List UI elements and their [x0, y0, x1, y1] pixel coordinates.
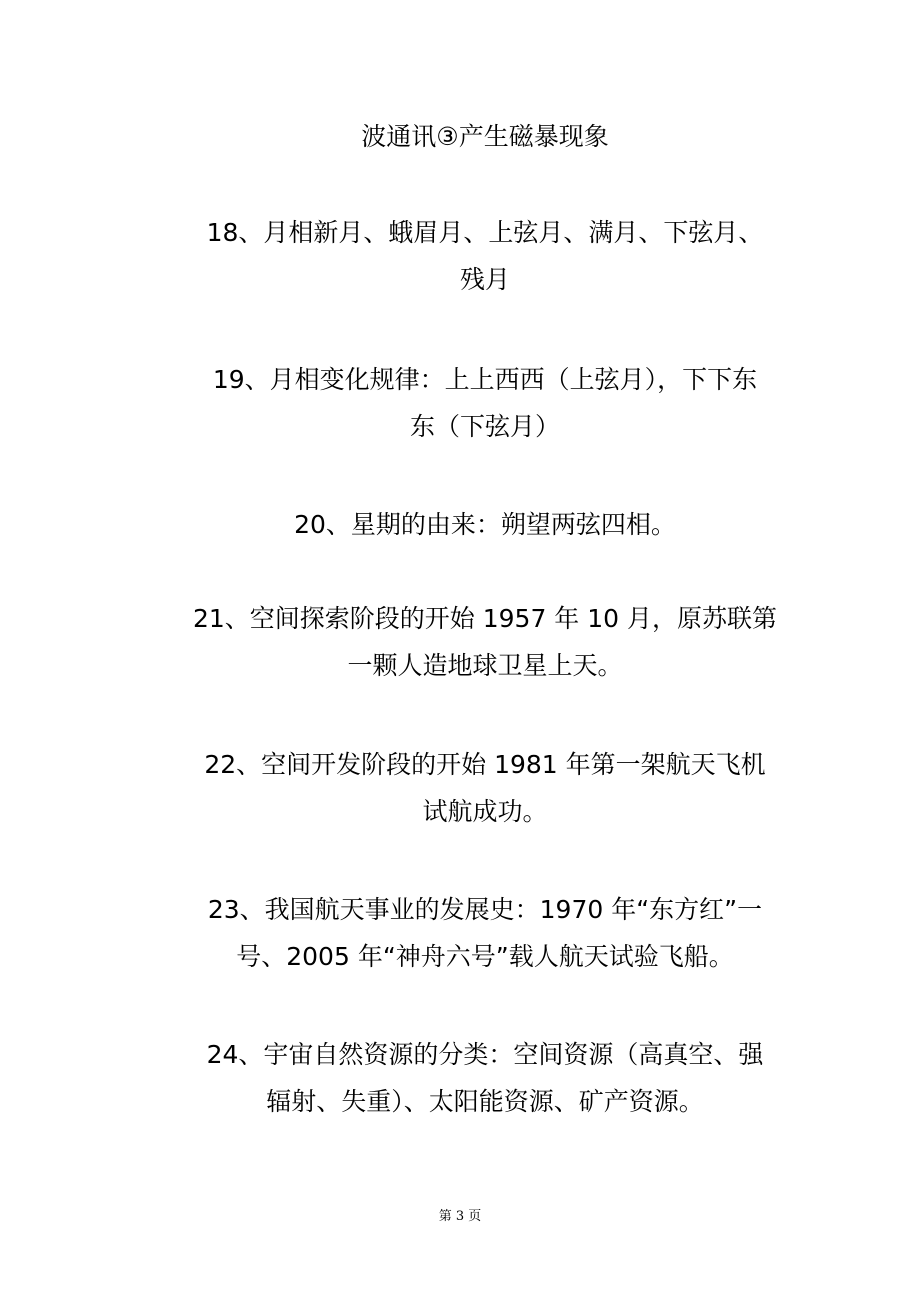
paragraph-item-19 — [190, 356, 780, 450]
paragraph-line: 21、空间探索阶段的开始 1957 年 10 月，原苏联第 — [192, 604, 778, 633]
page-number: 第 3 页 — [438, 1209, 482, 1224]
paragraph-line: 24、宇宙自然资源的分类：空间资源（高真空、强 — [206, 1040, 764, 1069]
paragraph-line: 22、空间开发阶段的开始 1981 年第一架航天飞机 — [204, 750, 766, 779]
paragraph-line: 残月 — [459, 265, 510, 294]
paragraph-line: 一颗人造地球卫星上天。 — [347, 651, 623, 680]
paragraph-line: 试航成功。 — [422, 797, 548, 826]
paragraph-line: 18、月相新月、蛾眉月、上弦月、满月、下弦月、 — [206, 218, 764, 247]
paragraph-line: 东（下弦月） — [409, 412, 560, 441]
paragraph-line: 23、我国航天事业的发展史：1970 年“东方红”一 — [207, 895, 763, 924]
paragraph-line: 号、2005 年“神舟六号”载人航天试验飞船。 — [236, 942, 734, 971]
paragraph-item-18 — [190, 209, 780, 303]
paragraph-line: 辐射、失重）、太阳能资源、矿产资源。 — [266, 1087, 704, 1116]
paragraph-wave-communication — [190, 113, 780, 160]
paragraph-item-22 — [190, 741, 780, 835]
paragraph-item-24 — [190, 1031, 780, 1125]
paragraph-line: 19、月相变化规律：上上西西（上弦月），下下东 — [212, 365, 758, 394]
paragraph-line: 20、星期的由来：朔望两弦四相。 — [294, 510, 676, 539]
paragraph-line: 波通讯③产生磁暴现象 — [361, 122, 609, 151]
paragraph-item-23 — [190, 886, 780, 980]
paragraph-item-20 — [190, 501, 780, 548]
paragraph-item-21 — [190, 595, 780, 689]
